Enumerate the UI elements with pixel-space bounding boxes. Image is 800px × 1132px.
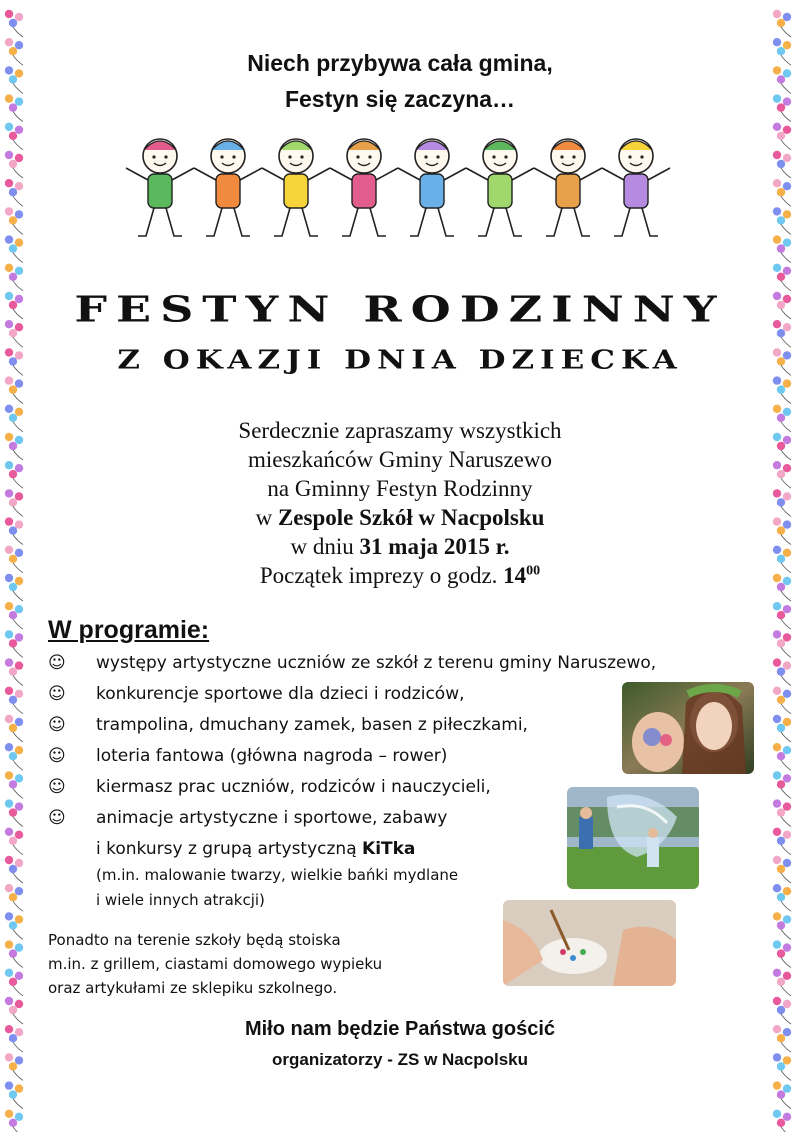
balloon-cluster-icon xyxy=(5,658,23,685)
balloon-cluster-icon xyxy=(773,771,791,798)
balloon-cluster-icon xyxy=(5,1081,23,1108)
balloon-cluster-icon xyxy=(5,123,23,150)
balloon-cluster-icon xyxy=(773,658,791,685)
balloon-cluster-icon xyxy=(5,912,23,939)
balloon-cluster-icon xyxy=(5,235,23,262)
smiley-icon: ☺ xyxy=(48,715,66,735)
balloon-cluster-icon xyxy=(773,235,791,262)
balloon-cluster-icon xyxy=(773,1110,791,1132)
face-painting-photo xyxy=(622,682,754,774)
balloon-cluster-icon xyxy=(773,10,791,37)
header-line-2: Festyn się zaczyna… xyxy=(284,86,516,112)
balloon-cluster-icon xyxy=(5,799,23,826)
painting-craft-photo xyxy=(503,900,676,986)
balloon-cluster-icon xyxy=(5,715,23,742)
invitation-line-4 xyxy=(0,503,800,532)
invitation-line-5 xyxy=(0,532,800,561)
main-title: FESTYN RODZINNY xyxy=(74,287,726,331)
program-note-line-2: i wiele innych atrakcji) xyxy=(96,891,265,909)
venue-prefix: w xyxy=(255,505,273,530)
invitation-line-6 xyxy=(0,561,800,590)
balloon-cluster-icon xyxy=(773,884,791,911)
invitation-text xyxy=(0,416,800,590)
balloon-cluster-icon xyxy=(5,687,23,714)
header-line-1: Niech przybywa cała gmina, xyxy=(247,50,553,76)
group-name: KiTka xyxy=(362,839,416,859)
invitation-line-2: mieszkańców Gminy Naruszewo xyxy=(247,447,553,472)
continuation-text: i konkursy z grupą artystyczną xyxy=(96,839,357,859)
program-item-text: loteria fantowa (główna nagroda – rower) xyxy=(96,746,448,766)
balloon-cluster-icon xyxy=(5,630,23,657)
balloon-cluster-icon xyxy=(773,856,791,883)
extra-info xyxy=(48,928,382,1000)
balloon-cluster-icon xyxy=(5,10,23,37)
child-figure-icon xyxy=(398,139,466,236)
soap-bubbles-photo xyxy=(567,787,699,889)
balloon-cluster-icon xyxy=(5,743,23,770)
start-hour: 14 xyxy=(503,563,527,588)
smiley-icon: ☺ xyxy=(48,684,66,704)
child-figure-icon xyxy=(194,139,262,236)
balloon-cluster-icon xyxy=(773,799,791,826)
balloon-cluster-icon xyxy=(773,940,791,967)
child-figure-icon xyxy=(262,139,330,236)
balloon-cluster-icon xyxy=(773,207,791,234)
smiley-icon: ☺ xyxy=(48,808,66,828)
balloon-cluster-icon xyxy=(5,264,23,291)
balloon-cluster-icon xyxy=(773,264,791,291)
smiley-icon: ☺ xyxy=(48,777,66,797)
date-prefix: w dniu xyxy=(290,534,354,559)
balloon-cluster-icon xyxy=(773,969,791,996)
invitation-line-3: na Gminny Festyn Rodzinny xyxy=(267,476,533,501)
program-item-text: konkurencje sportowe dla dzieci i rodziców, xyxy=(96,684,465,704)
program-item xyxy=(48,650,768,681)
balloon-cluster-icon xyxy=(5,179,23,206)
balloon-cluster-icon xyxy=(5,940,23,967)
child-figure-icon xyxy=(126,139,194,236)
balloon-cluster-icon xyxy=(773,602,791,629)
child-figure-icon xyxy=(466,139,534,236)
balloon-cluster-icon xyxy=(773,687,791,714)
balloon-cluster-icon xyxy=(5,207,23,234)
venue-name: Zespole Szkół w Nacpolsku xyxy=(277,505,545,530)
extra-line-1: Ponadto na terenie szkoły będą stoiska xyxy=(48,931,341,949)
extra-line-2: m.in. z grillem, ciastami domowego wypieku xyxy=(48,955,383,973)
program-item-text: animacje artystyczne i sportowe, zabawy xyxy=(96,808,448,828)
footer-line-2: organizatorzy - ZS w Nacpolsku xyxy=(272,1050,528,1069)
invitation-line-1: Serdecznie zapraszamy wszystkich xyxy=(238,418,562,443)
balloon-cluster-icon xyxy=(5,856,23,883)
balloon-cluster-icon xyxy=(773,1081,791,1108)
balloon-cluster-icon xyxy=(773,151,791,178)
balloon-cluster-icon xyxy=(5,1110,23,1132)
program-heading: W programie: xyxy=(48,616,210,644)
program-item-text: trampolina, dmuchany zamek, basen z piłeczkami, xyxy=(96,715,528,735)
balloon-cluster-icon xyxy=(5,151,23,178)
smiley-icon: ☺ xyxy=(48,653,66,673)
balloon-cluster-icon xyxy=(773,376,791,403)
balloon-cluster-icon xyxy=(5,884,23,911)
child-figure-icon xyxy=(534,139,602,236)
balloon-cluster-icon xyxy=(5,969,23,996)
sub-title: Z OKAZJI DNIA DZIECKA xyxy=(117,344,683,376)
program-note-line-1: (m.in. malowanie twarzy, wielkie bańki mydlane xyxy=(96,866,459,884)
balloon-cluster-icon xyxy=(5,828,23,855)
balloon-cluster-icon xyxy=(5,376,23,403)
program-item-text: kiermasz prac uczniów, rodziców i nauczycieli, xyxy=(96,777,491,797)
balloon-cluster-icon xyxy=(5,602,23,629)
smiley-icon: ☺ xyxy=(48,746,66,766)
balloon-cluster-icon xyxy=(773,828,791,855)
footer-line-1: Miło nam będzie Państwa gościć xyxy=(244,1018,556,1040)
balloon-cluster-icon xyxy=(773,179,791,206)
balloon-cluster-icon xyxy=(773,715,791,742)
child-figure-icon xyxy=(602,139,670,236)
balloon-cluster-icon xyxy=(773,630,791,657)
start-prefix: Początek imprezy o godz. xyxy=(259,563,498,588)
extra-line-3: oraz artykułami ze sklepiku szkolnego. xyxy=(48,979,338,997)
balloon-cluster-icon xyxy=(5,771,23,798)
balloon-cluster-icon xyxy=(773,912,791,939)
balloon-cluster-icon xyxy=(773,123,791,150)
start-minutes: 00 xyxy=(526,563,541,579)
event-date: 31 maja 2015 r. xyxy=(359,534,510,559)
child-figure-icon xyxy=(330,139,398,236)
program-item-text: występy artystyczne uczniów ze szkół z terenu gminy Naruszewo, xyxy=(96,653,657,673)
balloon-cluster-icon xyxy=(773,743,791,770)
dancing-children-illustration xyxy=(125,132,675,247)
